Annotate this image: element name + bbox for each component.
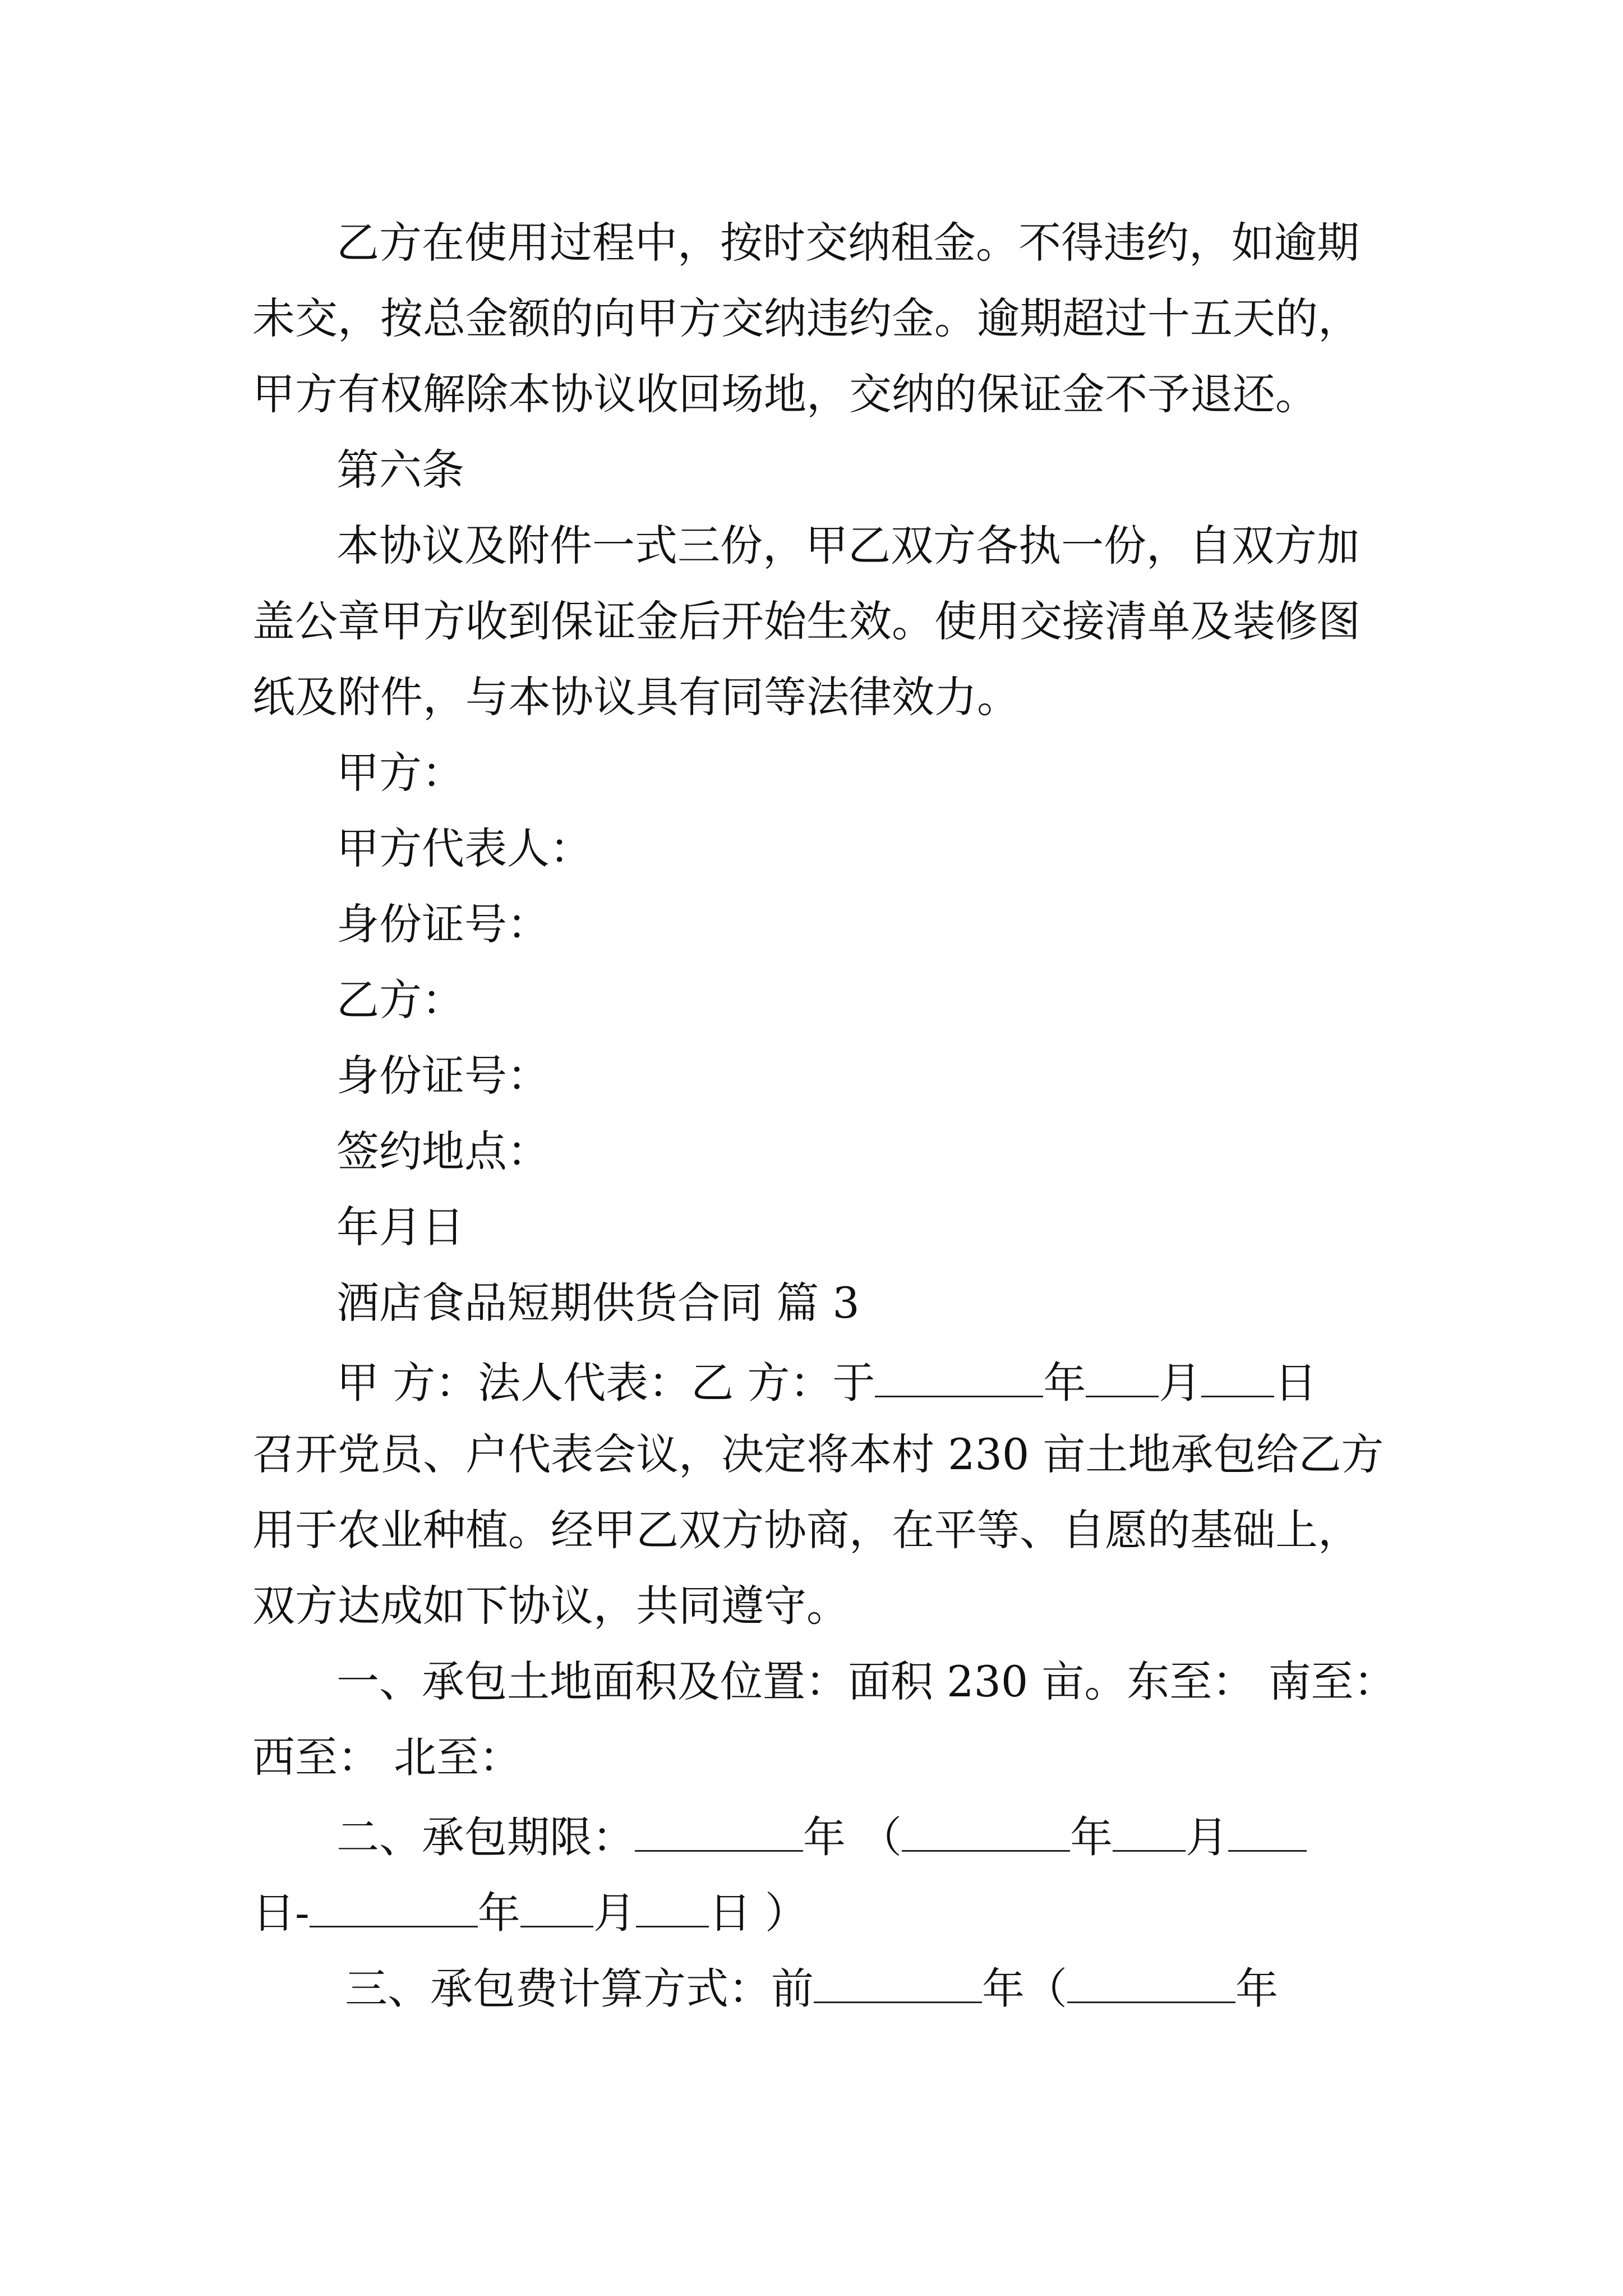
- paragraph-line: 召开党员、户代表会议，决定将本村 230 亩土地承包给乙方: [252, 1429, 1384, 1479]
- signature-party-a: 甲方：: [336, 748, 464, 798]
- text-segment: 二、承包期限：: [336, 1812, 635, 1862]
- paragraph-line: [252, 1888, 808, 1938]
- signature-date: 年月日: [336, 1202, 464, 1252]
- paragraph-line: 用于农业种植。经甲乙双方协商，在平等、自愿的基础上，: [252, 1505, 1361, 1555]
- text-segment: 日: [1274, 1358, 1317, 1408]
- fill-in-blank: [1067, 1963, 1235, 2003]
- signature-id-number: 身份证号：: [336, 1051, 550, 1101]
- text-segment: 日 ）: [708, 1888, 808, 1938]
- paragraph-line: 乙方在使用过程中，按时交纳租金。不得违约，如逾期: [336, 218, 1359, 268]
- text-segment: 三、承包费计算方式：前: [345, 1963, 814, 2014]
- paragraph-line: 甲方有权解除本协议收回场地，交纳的保证金不予退还。: [252, 369, 1318, 419]
- fill-in-blank: [902, 1812, 1070, 1852]
- text-segment: 年（: [982, 1963, 1067, 2014]
- text-segment: 甲 方：法人代表：乙 方：于: [336, 1358, 875, 1408]
- text-segment: 月: [1159, 1358, 1202, 1408]
- section-title: 酒店食品短期供货合同 篇 3: [336, 1278, 860, 1328]
- fill-in-blank: [1201, 1358, 1274, 1397]
- text-segment: 年: [1043, 1358, 1086, 1408]
- paragraph-line: 西至： 北至：: [252, 1732, 522, 1782]
- paragraph-line: [345, 1963, 1278, 2014]
- fill-in-blank: [1113, 1812, 1186, 1852]
- text-segment: 月: [593, 1888, 636, 1938]
- fill-in-blank: [814, 1963, 982, 2003]
- text-segment: 日-: [252, 1888, 310, 1938]
- paragraph-line: [336, 1358, 1317, 1408]
- text-segment: 年: [1070, 1812, 1113, 1862]
- fill-in-blank: [1086, 1358, 1159, 1397]
- signature-id-number: 身份证号：: [336, 899, 550, 949]
- text-segment: 月: [1186, 1812, 1229, 1862]
- paragraph-line: [336, 1812, 1307, 1862]
- fill-in-blank: [875, 1358, 1043, 1397]
- paragraph-line: 未交，按总金额的向甲方交纳违约金。逾期超过十五天的，: [252, 293, 1361, 343]
- signature-party-a-representative: 甲方代表人：: [336, 823, 592, 873]
- signature-location: 签约地点：: [336, 1126, 550, 1176]
- fill-in-blank: [636, 1888, 709, 1927]
- paragraph-line: 盖公章甲方收到保证金后开始生效。使用交接清单及装修图: [252, 596, 1361, 646]
- article-heading: 第六条: [336, 445, 464, 495]
- fill-in-blank: [1228, 1812, 1307, 1852]
- text-segment: 年: [1235, 1963, 1278, 2014]
- text-segment: 年 （: [803, 1812, 902, 1862]
- paragraph-line: 纸及附件，与本协议具有同等法律效力。: [252, 672, 1020, 722]
- paragraph-line: 双方达成如下协议，共同遵守。: [252, 1581, 849, 1631]
- paragraph-line: 一、承包土地面积及位置：面积 230 亩。东至： 南至：: [336, 1657, 1396, 1706]
- fill-in-blank: [635, 1812, 803, 1852]
- text-segment: 年: [477, 1888, 520, 1938]
- paragraph-line: 本协议及附件一式三份，甲乙双方各执一份，自双方加: [336, 521, 1359, 570]
- fill-in-blank: [520, 1888, 593, 1927]
- signature-party-b: 乙方：: [336, 975, 464, 1025]
- fill-in-blank: [310, 1888, 478, 1927]
